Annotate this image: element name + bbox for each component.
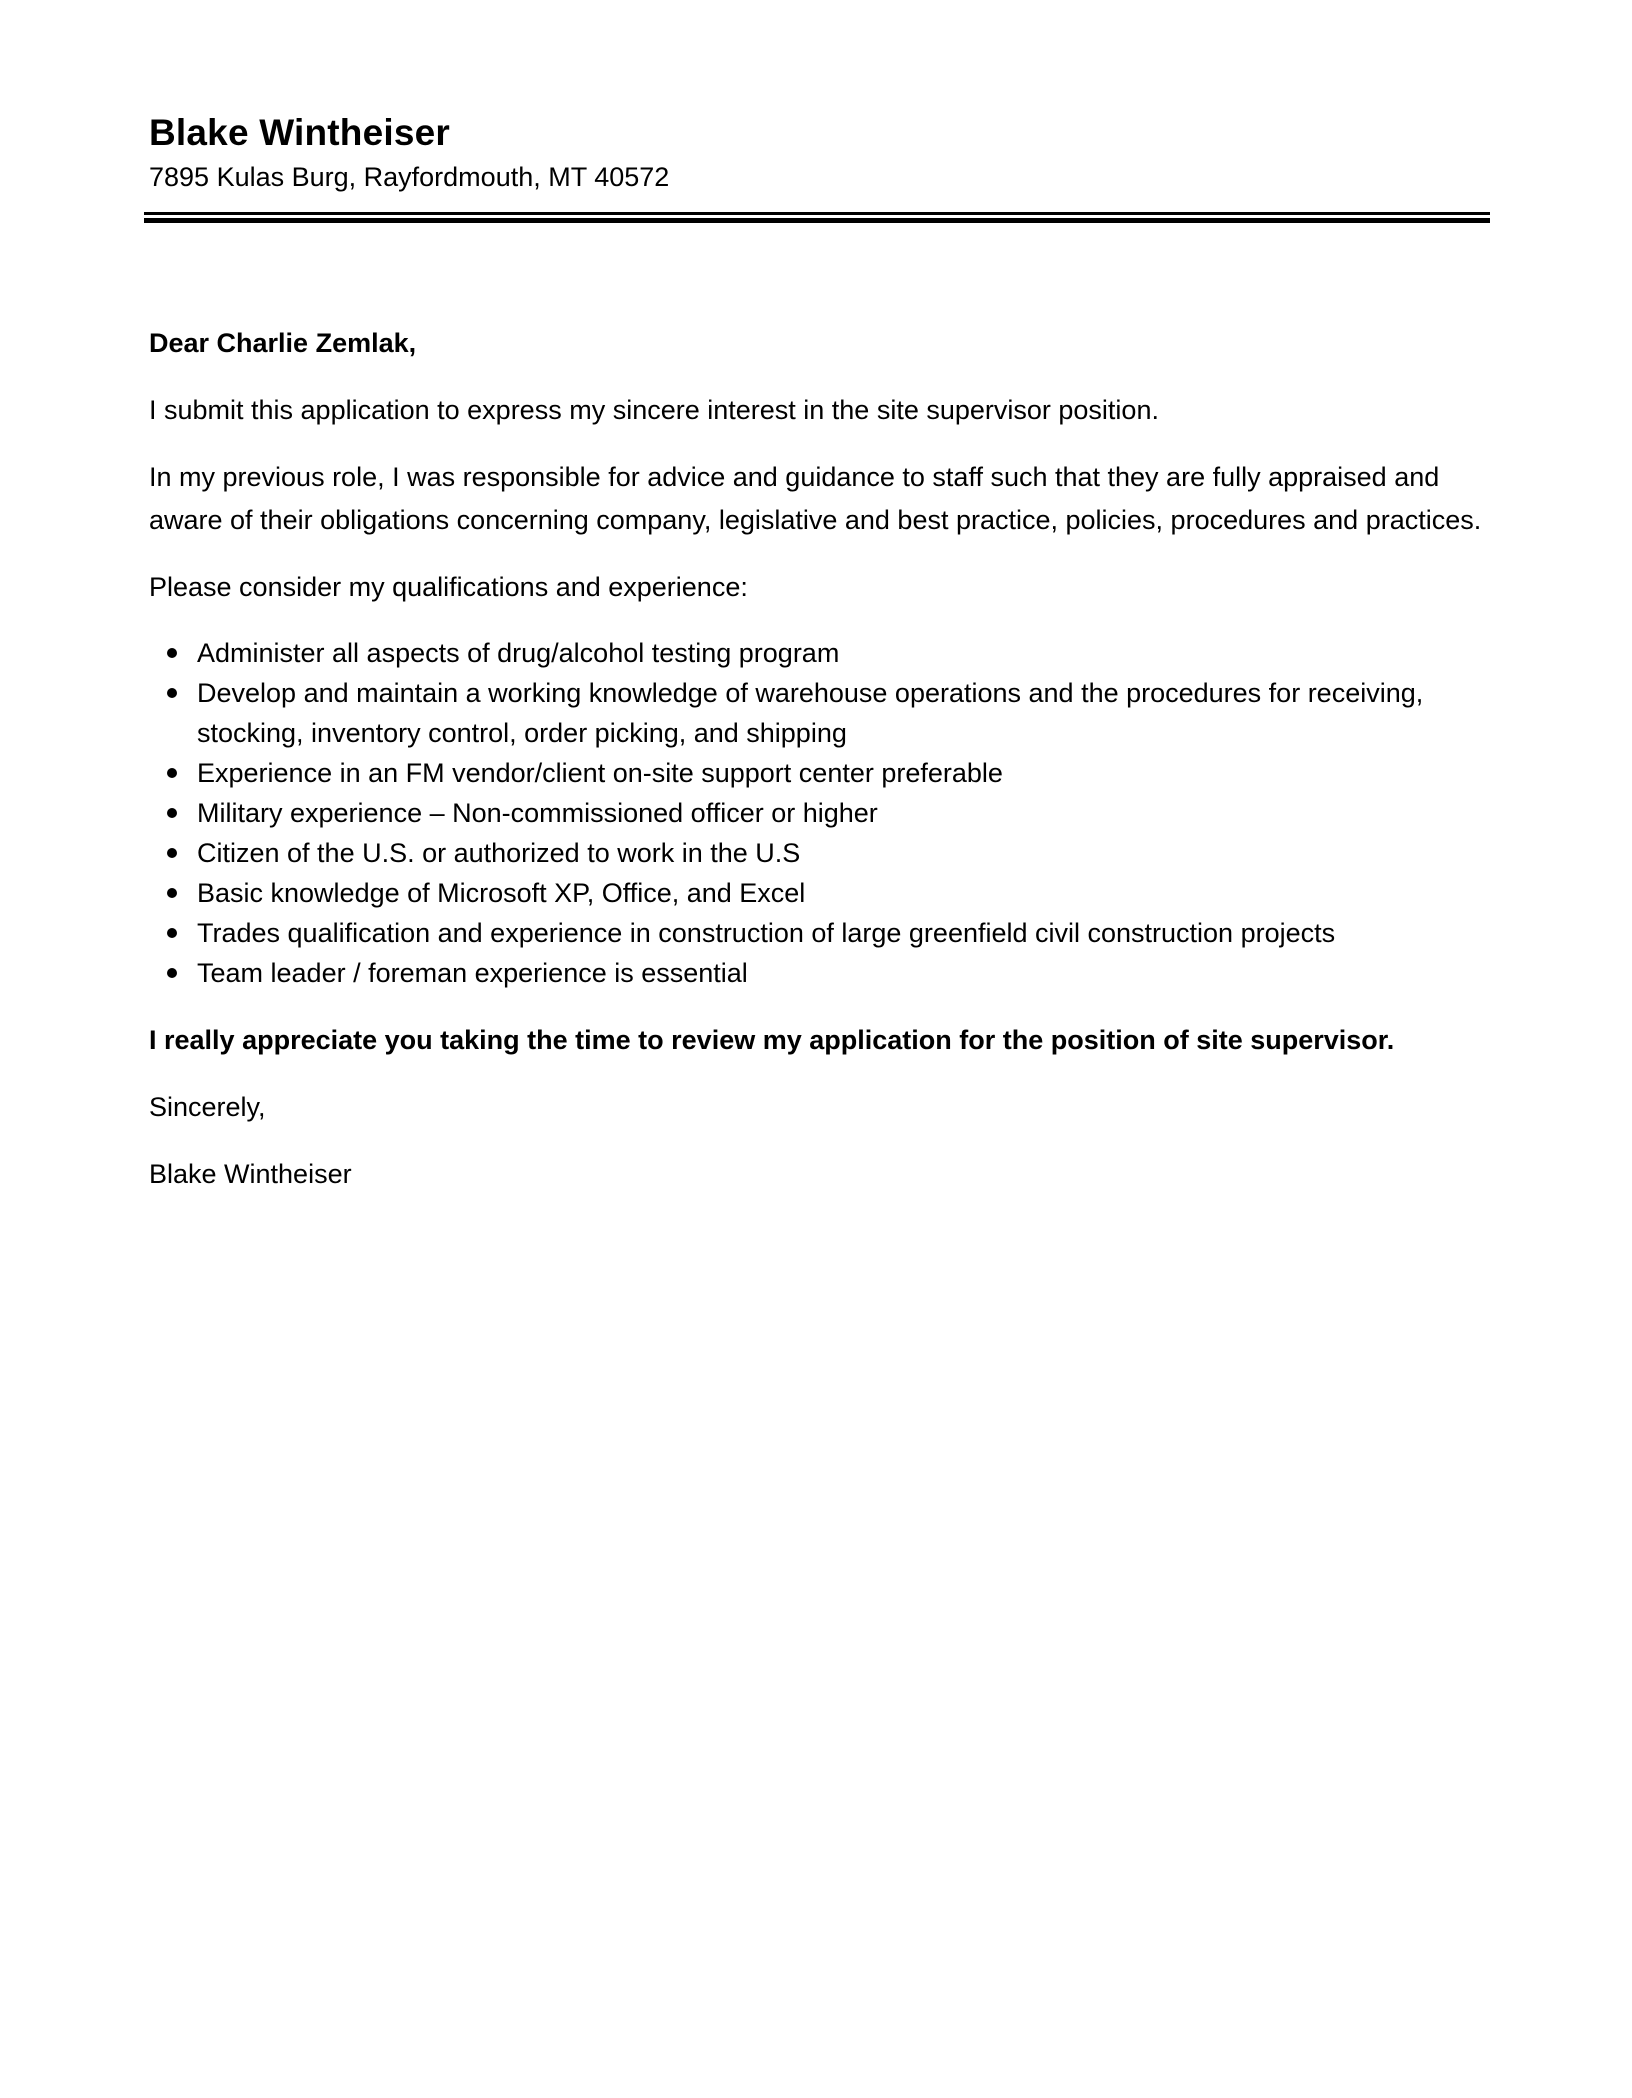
- sender-name: Blake Wintheiser: [149, 112, 451, 153]
- list-item: [197, 793, 1489, 833]
- list-item-text: Team leader / foreman experience is essential: [197, 958, 748, 988]
- bullet-icon: [167, 768, 177, 778]
- header-divider-thick-line: [144, 218, 1490, 223]
- list-item: [197, 833, 1489, 873]
- list-item: [197, 873, 1489, 913]
- header-divider-thin-line: [144, 212, 1490, 215]
- bullet-icon: [167, 928, 177, 938]
- qualifications-list: [149, 633, 1489, 993]
- qualifications-lead: Please consider my qualifications and experience:: [149, 572, 748, 602]
- bullet-icon: [167, 968, 177, 978]
- previous-role-paragraph: In my previous role, I was responsible for advice and guidance to staff such that they are fully appraised and aware of their obligations concerning company, legislative and best practice, policies, procedures and practices.: [149, 462, 1482, 535]
- list-item-text: Trades qualification and experience in construction of large greenfield civil construction projects: [197, 918, 1336, 948]
- bullet-icon: [167, 848, 177, 858]
- bullet-icon: [167, 688, 177, 698]
- list-item: [197, 633, 1489, 673]
- list-item-text: Experience in an FM vendor/client on-site support center preferable: [197, 758, 1003, 788]
- signature-name: Blake Wintheiser: [149, 1159, 352, 1189]
- bullet-icon: [167, 648, 177, 658]
- closing-statement: I really appreciate you taking the time to review my application for the position of site supervisor.: [149, 1025, 1395, 1055]
- list-item: [197, 953, 1489, 993]
- header-divider: [144, 212, 1490, 223]
- bullet-icon: [167, 808, 177, 818]
- valediction: Sincerely,: [149, 1092, 266, 1122]
- bullet-icon: [167, 888, 177, 898]
- list-item-text: Military experience – Non-commissioned officer or higher: [197, 798, 878, 828]
- list-item: [197, 673, 1489, 753]
- letter-header: [149, 108, 1489, 196]
- list-item: [197, 753, 1489, 793]
- sender-address: 7895 Kulas Burg, Rayfordmouth, MT 40572: [149, 162, 670, 192]
- list-item-text: Administer all aspects of drug/alcohol testing program: [197, 638, 840, 668]
- intro-paragraph: I submit this application to express my sincere interest in the site supervisor position.: [149, 395, 1159, 425]
- letter-body: [149, 322, 1489, 1220]
- list-item: [197, 913, 1489, 953]
- list-item-text: Citizen of the U.S. or authorized to work in the U.S: [197, 838, 801, 868]
- list-item-text: Basic knowledge of Microsoft XP, Office, and Excel: [197, 878, 806, 908]
- salutation: Dear Charlie Zemlak,: [149, 328, 417, 358]
- list-item-text: Develop and maintain a working knowledge of warehouse operations and the procedures for receiving, stocking, inventory control, order picking, and shipping: [197, 678, 1424, 748]
